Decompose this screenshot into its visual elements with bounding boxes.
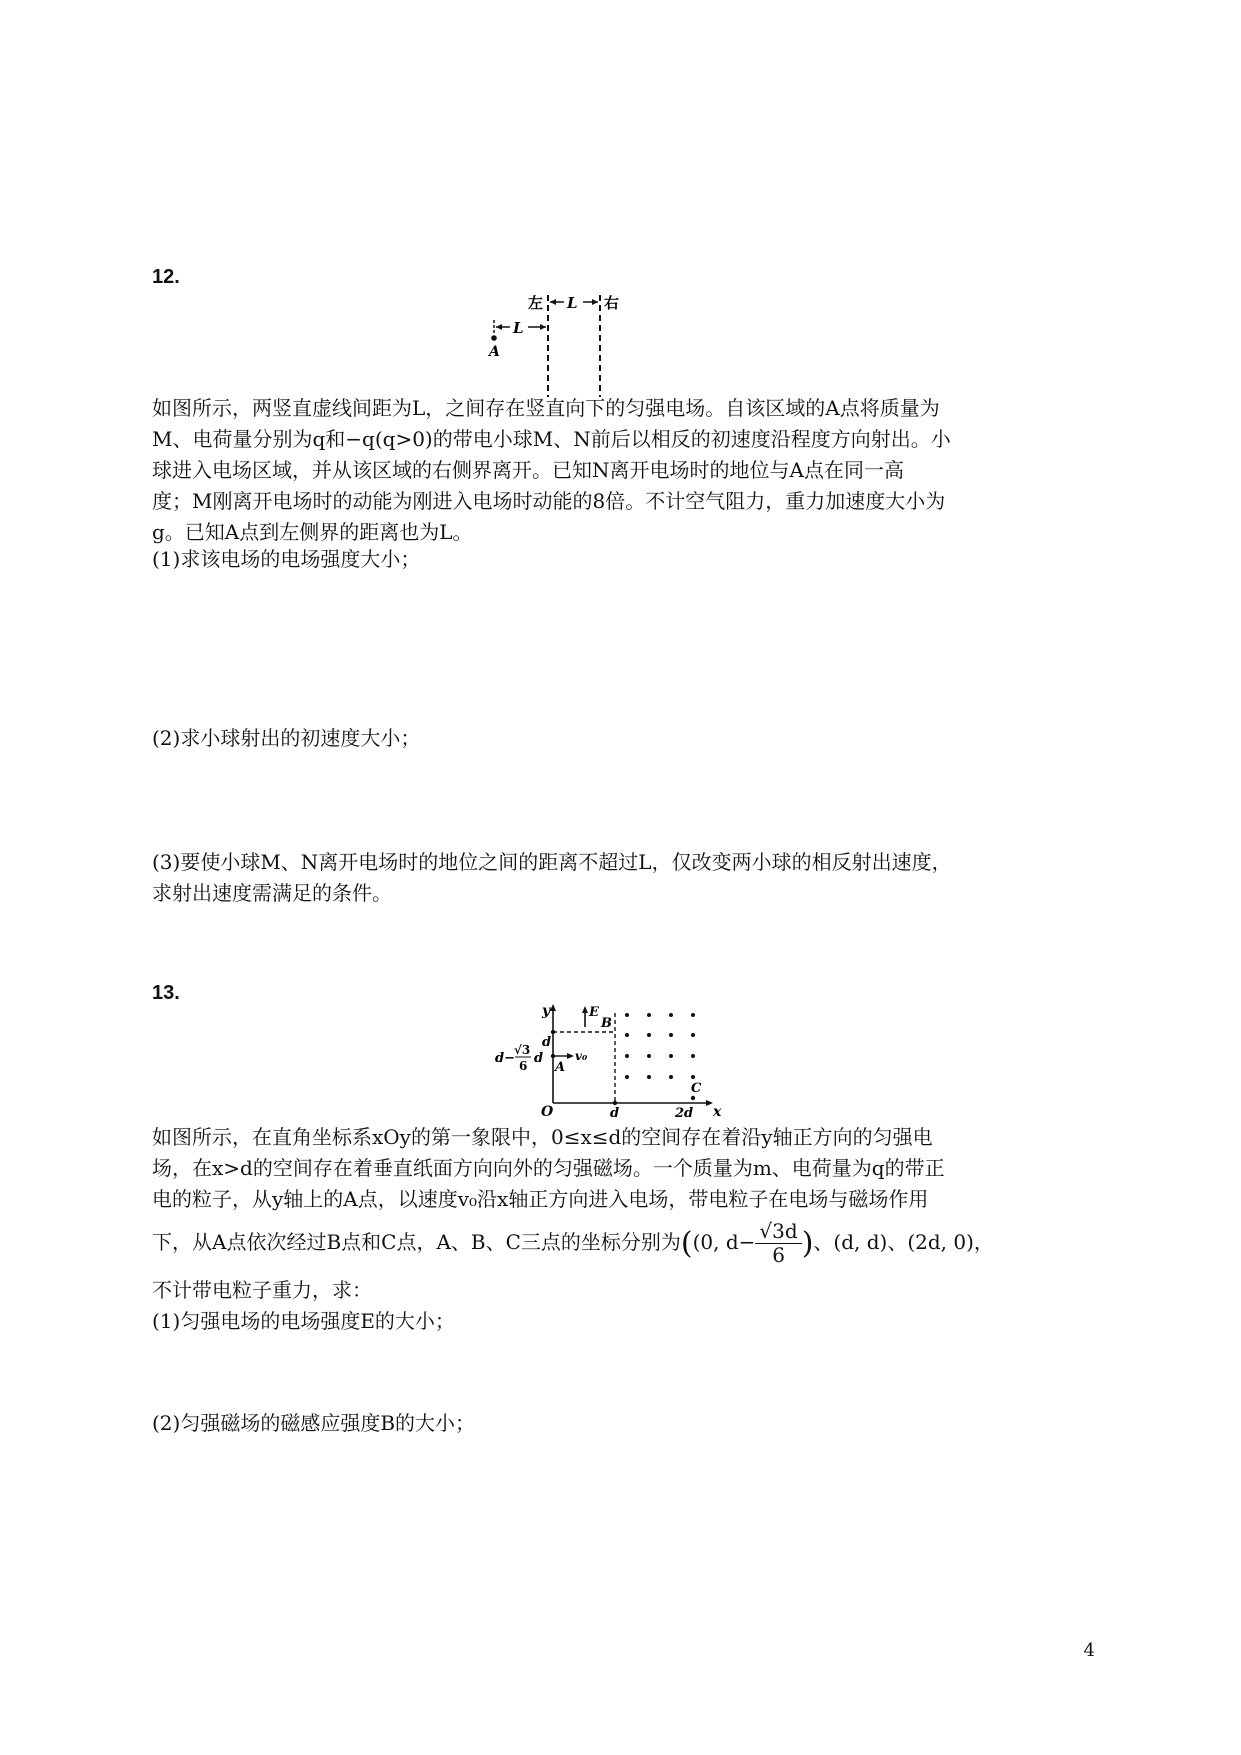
figure-12-left-label: 左: [528, 294, 544, 312]
figure-13-yA-prefix: d−: [495, 1051, 515, 1066]
q13-coord-open: (0, d−: [692, 1230, 756, 1254]
q13-subquestion-2: (2)匀强磁场的磁感应强度B的大小；: [152, 1411, 476, 1435]
q13-after-line: 不计带电粒子重力，求：: [152, 1278, 372, 1302]
figure-12-point-A: A: [489, 344, 500, 360]
q13-coord-prefix: 下，从A点依次经过B点和C点，A、B、C三点的坐标分别为: [152, 1230, 681, 1254]
figure-13-d-yaxis: d: [542, 1035, 552, 1050]
q13-frac-denominator: 6: [772, 1243, 785, 1267]
q13-coord-suffix: 、(d, d)、(2d, 0)，: [813, 1230, 994, 1254]
q12-subquestion-1: (1)求该电场的电场强度大小；: [152, 547, 421, 571]
figure-12-diagram: [470, 285, 650, 405]
figure-13-2d-xaxis: 2d: [675, 1106, 694, 1120]
figure-13-yA-den: 6: [519, 1059, 528, 1073]
q13-subquestion-1: (1)匀强电场的电场强度E的大小；: [152, 1309, 455, 1333]
figure-13-B-label: B: [601, 1016, 612, 1031]
question-13-text: [152, 1122, 945, 1215]
magnetic-field-dots: [625, 1013, 695, 1079]
figure-13-v0-label: v₀: [575, 1049, 588, 1063]
figure-13-E-label: E: [589, 1005, 599, 1020]
figure-13-yA-num: √3: [514, 1043, 531, 1057]
q13-line-3: 电的粒子，从y轴上的A点，以速度v₀沿x轴正方向进入电场，带电粒子在电场与磁场作用: [152, 1187, 929, 1211]
figure-13-d-xaxis: d: [610, 1106, 620, 1120]
q13-coord-fraction: [755, 1220, 801, 1267]
figure-13-diagram: [495, 995, 735, 1120]
q12-line-4: 度；M刚离开电场时的动能为刚进入电场时动能的8倍。不计空气阻力，重力加速度大小为: [152, 489, 946, 513]
q12-subquestion-3: [152, 847, 952, 909]
question-12-number: 12.: [152, 266, 180, 288]
q12-line-2: M、电荷量分别为q和−q(q>0)的带电小球M、N前后以相反的初速度沿程度方向射出。小: [152, 427, 951, 451]
figure-13-C-label: C: [691, 1081, 702, 1096]
figure-13-A-label: A: [555, 1060, 566, 1075]
q13-line-2: 场，在x>d的空间存在着垂直纸面方向向外的匀强磁场。一个质量为m、电荷量为q的带正: [152, 1156, 945, 1180]
q13-line-1: 如图所示，在直角坐标系xOy的第一象限中，0≤x≤d的空间存在着沿y轴正方向的匀强电: [152, 1125, 933, 1149]
q12-sub3-line-1: (3)要使小球M、N离开电场时的地位之间的距离不超过L，仅改变两小球的相反射出速度，: [152, 850, 952, 874]
q12-line-3: 球进入电场区域，并从该区域的右侧界离开。已知N离开电场时的地位与A点在同一高: [152, 458, 904, 482]
q12-sub3-line-2: 求射出速度需满足的条件。: [152, 881, 392, 905]
figure-13-origin: O: [541, 1104, 554, 1120]
figure-13-y-label: y: [542, 1003, 551, 1019]
figure-13-yA-post: d: [534, 1051, 544, 1066]
figure-13-x-label: x: [713, 1104, 722, 1120]
question-13-number: 13.: [152, 982, 180, 1004]
figure-12-L-top: L: [567, 294, 578, 312]
q13-frac-numerator: √3d: [755, 1220, 801, 1244]
figure-12-right-label: 右: [604, 294, 620, 312]
figure-12-L-bottom: L: [513, 319, 524, 337]
page-number: 4: [1083, 1640, 1095, 1661]
q12-subquestion-2: (2)求小球射出的初速度大小；: [152, 726, 421, 750]
q13-coordinate-line: 下，从A点依次经过B点和C点，A、B、C三点的坐标分别为((0, d− $\frac{√3d}{6}$ )、(d, d)、(2d, 0)，: [152, 1219, 994, 1267]
q12-line-1: 如图所示，两竖直虚线间距为L，之间存在竖直向下的匀强电场。自该区域的A点将质量为: [152, 396, 940, 420]
q13-coord-close: ): [801, 1226, 814, 1261]
question-12-text: [152, 393, 951, 548]
q12-line-5: g。已知A点到左侧界的距离也为L。: [152, 520, 473, 544]
